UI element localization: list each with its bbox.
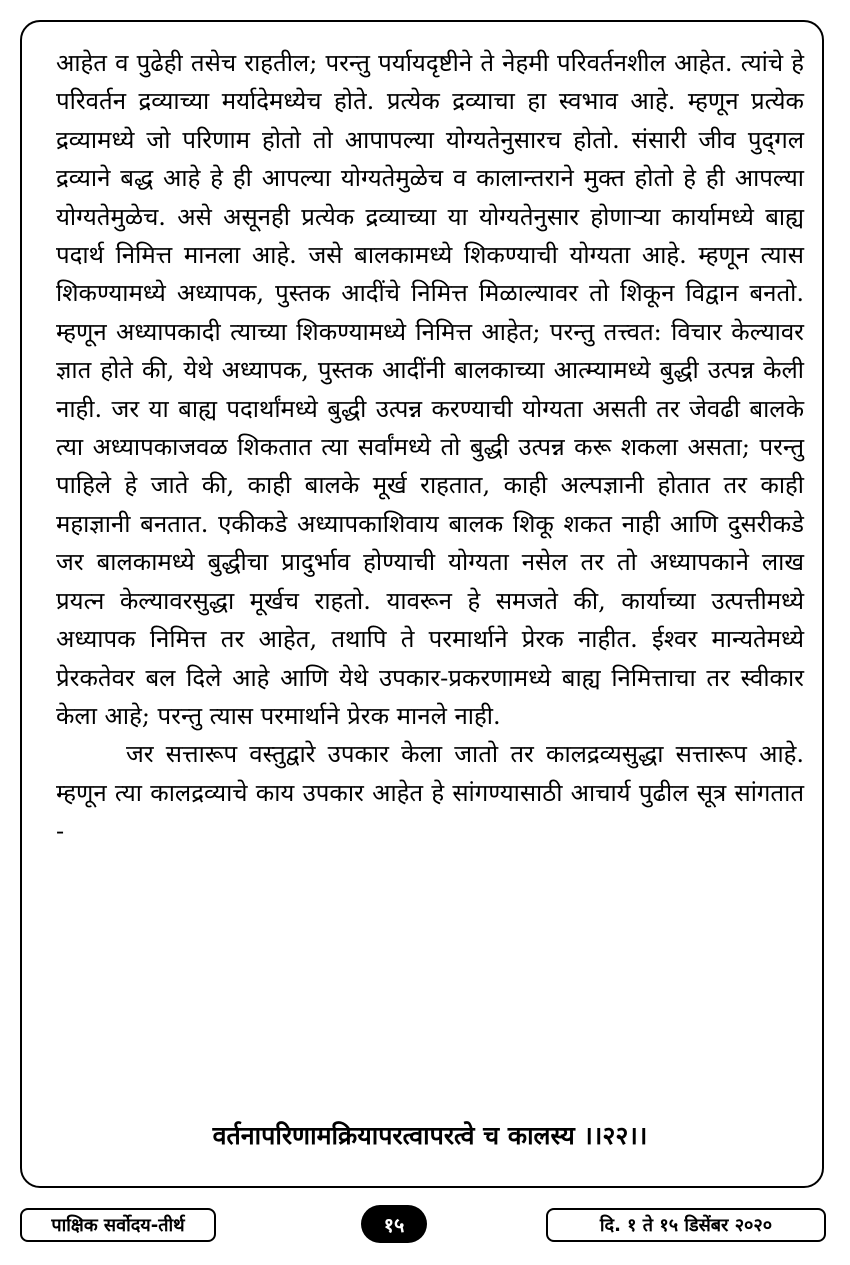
sutra-verse: वर्तनापरिणामक्रियापरत्वापरत्वे च कालस्य ।।२२।। [212,1121,648,1150]
publication-name: पाक्षिक सर्वोदय-तीर्थ [20,1208,216,1242]
paragraph-1: आहेत व पुढेही तसेच राहतील; परन्तु पर्यायदृष्टीने ते नेहमी परिवर्तनशील आहेत. त्यांचे हे परिवर्तन द्रव्याच्या मर्यादेमध्येच होते. प्रत्येक द्रव्याचा हा स्वभाव आहे. म्हणून प्रत्येक द्रव्यामध्ये जो परिणाम होतो तो आपापल्या योग्यतेनुसारच होतो. संसारी जीव पुद्‌गल द्रव्याने बद्ध आहे हे ही आपल्या योग्यतेमुळेच व कालान्तराने मुक्त होतो हे ही आपल्या योग्यतेमुळेच. असे असूनही प्रत्येक द्रव्याच्या या योग्यतेनुसार होणाऱ्या कार्यामध्ये बाह्य पदार्थ निमित्त मानला आहे. जसे बालकामध्ये शिकण्याची योग्यता आहे. म्हणून त्यास शिकण्यामध्ये अध्यापक, पुस्तक आदींचे निमित्त मिळाल्यावर तो शिकून विद्वान बनतो. म्हणून अध्यापकादी त्याच्या शिकण्यामध्ये निमित्त आहेत; परन्तु तत्त्वत: विचार केल्यावर ज्ञात होते की, येथे अध्यापक, पुस्तक आदींनी बालकाच्या आत्म्यामध्ये बुद्धी उत्पन्न केली नाही. जर या बाह्य पदार्थांमध्ये बुद्धी उत्पन्न करण्याची योग्यता असती तर जेवढी बालके त्या अध्यापकाजवळ शिकतात त्या सर्वांमध्ये तो बुद्धी उत्पन्न करू शकला असता; परन्तु पाहिले हे जाते की, काही बालके मूर्ख राहतात, काही अल्पज्ञानी होतात तर काही महाज्ञानी बनतात. एकीकडे अध्यापकाशिवाय बालक शिकू शकत नाही आणि दुसरीकडे जर बालकामध्ये बुद्धीचा प्रादुर्भाव होण्याची योग्यता नसेल तर तो अध्यापकाने लाख प्रयत्न केल्यावरसुद्धा मूर्खच राहतो. यावरून हे समजते की, कार्याच्या उत्पत्तीमध्ये अध्यापक निमित्त तर आहेत, तथापि ते परमार्थाने प्रेरक नाहीत. ईश्वर मान्यतेमध्ये प्रेरकतेवर बल दिले आहे आणि येथे उपकार-प्रकरणामध्ये बाह्य निमित्ताचा तर स्वीकार केला आहे; परन्तु त्यास परमार्थाने प्रेरक मानले नाही. [56,49,804,730]
body-text [56,44,804,851]
paragraph-2: जर सत्तारूप वस्तुद्वारे उपकार केला जातो तर कालद्रव्यसुद्धा सत्तारूप आहे. म्हणून त्या कालद्रव्याचे काय उपकार आहेत हे सांगण्यासाठी आचार्य पुढील सूत्र सांगतात - [56,740,804,846]
page-number: १५ [361,1205,427,1243]
issue-date: दि. १ ते १५ डिसेंबर २०२० [546,1208,826,1242]
